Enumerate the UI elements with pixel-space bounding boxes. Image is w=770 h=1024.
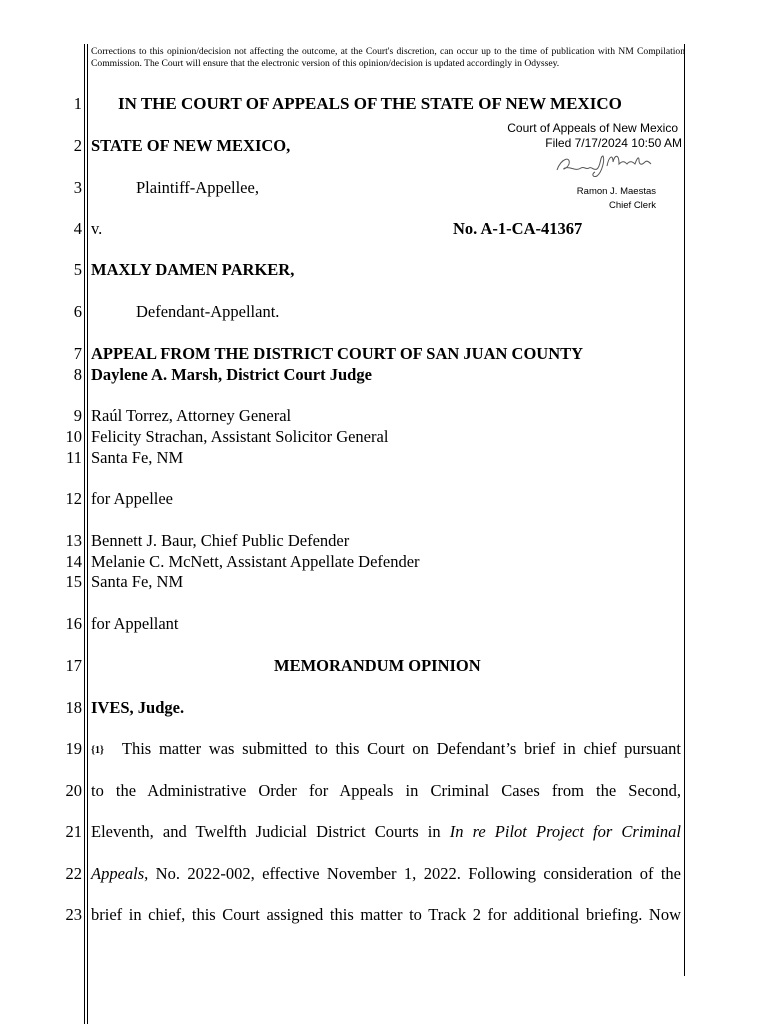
line-number: 2	[73, 136, 82, 155]
appellee-counsel-line: Raúl Torrez, Attorney General	[91, 406, 292, 425]
body-line-20: to the Administrative Order for Appeals in Criminal Cases from the Second,	[91, 781, 681, 800]
line-number: 16	[65, 614, 82, 633]
line-number: 1	[73, 94, 82, 113]
line-number: 5	[73, 260, 82, 279]
paragraph-marker: {1}	[91, 745, 104, 756]
line-number: 7	[73, 344, 82, 363]
filing-stamp-court: Court of Appeals of New Mexico	[507, 121, 678, 135]
line-number: 23	[65, 905, 82, 924]
clerk-signature	[553, 150, 657, 180]
line-number: 15	[65, 572, 82, 591]
appellant-counsel-line: Bennett J. Baur, Chief Public Defender	[91, 531, 350, 550]
line-number: 17	[65, 656, 82, 675]
plaintiff-role: Plaintiff-Appellee,	[136, 178, 259, 197]
body-line-23: brief in chief, this Court assigned this matter to Track 2 for additional briefing. Now	[91, 905, 681, 924]
line-number: 21	[65, 822, 82, 841]
line-number: 10	[65, 427, 82, 446]
filing-stamp-date: Filed 7/17/2024 10:50 AM	[545, 136, 682, 150]
for-appellant: for Appellant	[91, 614, 179, 633]
appellee-counsel-line: Santa Fe, NM	[91, 448, 184, 467]
defendant-role: Defendant-Appellant.	[136, 302, 280, 321]
line-number: 8	[73, 365, 82, 384]
line-number: 20	[65, 781, 82, 800]
appellant-counsel-line: Santa Fe, NM	[91, 572, 184, 591]
clerk-name: Ramon J. Maestas	[576, 186, 656, 197]
body-text: This matter was submitted to this Court on Defendant’s brief in chief pursuant	[121, 739, 681, 758]
line-number: 22	[65, 864, 82, 883]
appellant-counsel-line: Melanie C. McNett, Assistant Appellate Defender	[91, 552, 420, 571]
body-line-19	[91, 739, 681, 761]
appellee-counsel-line: Felicity Strachan, Assistant Solicitor General	[91, 427, 389, 446]
district-judge: Daylene A. Marsh, District Court Judge	[91, 365, 372, 384]
line-number: 12	[65, 489, 82, 508]
line-number: 6	[73, 302, 82, 321]
line-number: 3	[73, 178, 82, 197]
body-line-21	[91, 822, 681, 842]
court-heading: IN THE COURT OF APPEALS OF THE STATE OF NEW MEXICO	[118, 94, 622, 113]
left-margin-rule-inner	[87, 44, 88, 1024]
line-number: 11	[66, 448, 82, 467]
line-number: 9	[73, 406, 82, 425]
plaintiff-name: STATE OF NEW MEXICO,	[91, 136, 291, 155]
for-appellee: for Appellee	[91, 489, 174, 508]
line-number: 19	[65, 739, 82, 758]
right-margin-rule	[684, 44, 685, 976]
left-margin-rule-outer	[84, 44, 85, 1024]
line-number: 14	[65, 552, 82, 571]
appeal-from: APPEAL FROM THE DISTRICT COURT OF SAN JUAN COUNTY	[91, 344, 584, 363]
versus: v.	[91, 219, 103, 238]
line-number: 18	[65, 698, 82, 717]
clerk-title: Chief Clerk	[609, 200, 656, 211]
body-text: Eleventh, and Twelfth Judicial District Courts in	[91, 822, 450, 841]
corrections-notice: Corrections to this opinion/decision not affecting the outcome, at the Court's discretion, can occur up to the time of publication with NM Compilation Commission. The Court will ensure that the electronic version of this opinion/decision is updated accordingly in Odyssey.	[91, 46, 685, 69]
line-number: 13	[65, 531, 82, 550]
case-citation: In re Pilot Project for Criminal	[449, 822, 681, 841]
body-line-22	[91, 864, 681, 884]
defendant-name: MAXLY DAMEN PARKER,	[91, 260, 295, 279]
line-number: 4	[73, 219, 82, 238]
opinion-author: IVES, Judge.	[91, 698, 185, 717]
opinion-title: MEMORANDUM OPINION	[274, 656, 481, 675]
case-number: No. A-1-CA-41367	[453, 219, 583, 238]
body-text: , No. 2022-002, effective November 1, 2022. Following consideration of the	[144, 864, 681, 883]
case-citation: Appeals	[91, 864, 145, 883]
